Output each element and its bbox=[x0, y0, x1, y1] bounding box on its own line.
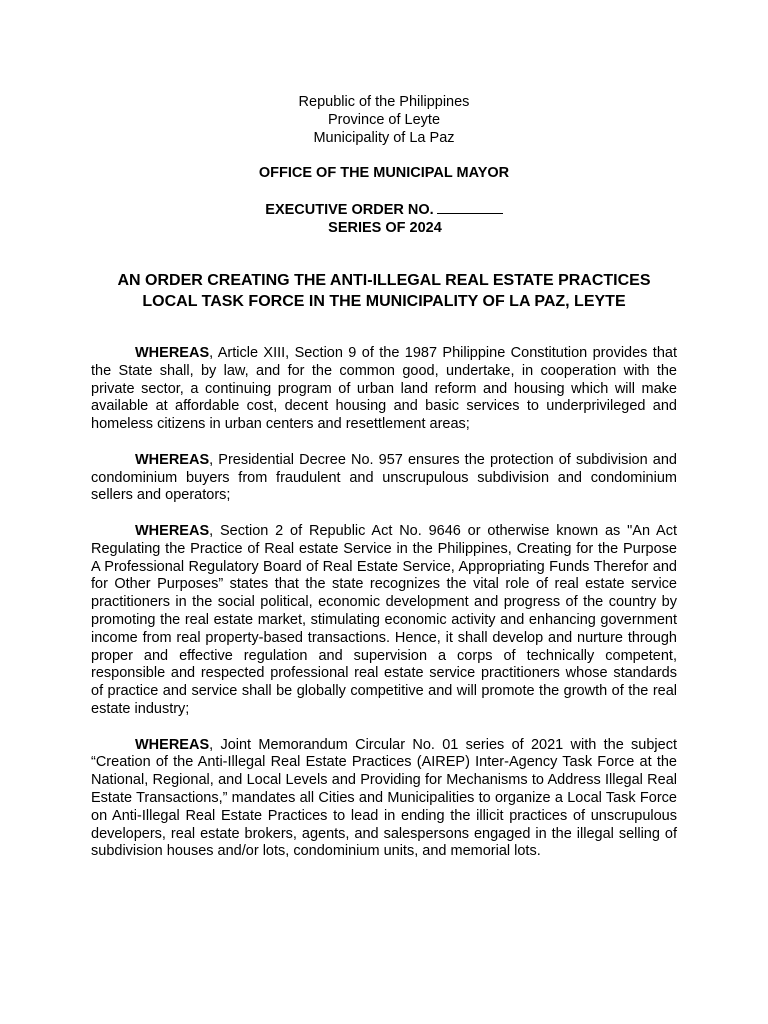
document-title bbox=[0, 270, 768, 312]
letterhead-province: Province of Leyte bbox=[327, 112, 441, 128]
letterhead bbox=[0, 93, 768, 147]
executive-order-number-label: EXECUTIVE ORDER NO. bbox=[265, 202, 434, 218]
document-title-line-2: LOCAL TASK FORCE IN THE MUNICIPALITY OF LA PAZ, LEYTE bbox=[142, 293, 626, 310]
executive-order-number-line bbox=[0, 200, 768, 219]
executive-order-series: SERIES OF 2024 bbox=[328, 220, 442, 236]
whereas-text: , Article XIII, Section 9 of the 1987 Philippine Constitution provides that the State shall, by law, and for the common good, undertake, in cooperation with the private sector, a continuing program of urban land reform and housing which will make available at affordable cost, decent housing and basic services to underprivileged and homeless citizens in urban centers and resettlement areas; bbox=[91, 345, 677, 433]
document-title-line-1: AN ORDER CREATING THE ANTI-ILLEGAL REAL ESTATE PRACTICES bbox=[117, 272, 651, 289]
whereas-paragraph-3 bbox=[91, 523, 677, 719]
whereas-paragraph-2 bbox=[91, 452, 677, 505]
whereas-lead: WHEREAS bbox=[135, 522, 210, 539]
document-body bbox=[91, 345, 677, 879]
whereas-paragraph-4 bbox=[91, 737, 677, 862]
whereas-text: , Section 2 of Republic Act No. 9646 or otherwise known as "An Act Regulating the Practice of Real estate Service in the Philippines, Creating for the Purpose A Professional Regulatory Board of Real Estate Service, Appropriating Funds Therefor and for Other Purposes” states that the state recognizes the vital role of real estate service practitioners in the social political, economic development and progress of the country by promoting the real estate market, stimulating economic activity and enhancing government income from real property-based transactions. Hence, it shall develop and nurture through proper and effective regulation and supervision a corps of technically competent, responsible and respected professional real estate service practitioners whose standards of practice and service shall be globally competitive and will promote the growth of the real estate industry; bbox=[91, 522, 677, 717]
executive-order-heading bbox=[0, 200, 768, 237]
whereas-paragraph-1 bbox=[91, 345, 677, 434]
whereas-lead: WHEREAS bbox=[135, 345, 210, 361]
letterhead-country: Republic of the Philippines bbox=[298, 94, 470, 110]
executive-order-number-blank bbox=[437, 200, 503, 214]
office-heading: OFFICE OF THE MUNICIPAL MAYOR bbox=[258, 165, 510, 181]
whereas-lead: WHEREAS bbox=[135, 451, 210, 468]
whereas-text: , Presidential Decree No. 957 ensures the protection of subdivision and condominium buyers from fraudulent and unscrupulous subdivision and condominium sellers and operators; bbox=[91, 451, 677, 504]
whereas-text: , Joint Memorandum Circular No. 01 series of 2021 with the subject “Creation of the Anti-Illegal Real Estate Practices (AIREP) Inter-Agency Task Force at the National, Regional, and Local Levels and Providing for Mechanisms to Address Illegal Real Estate Transactions,” mandates all Cities and Municipalities to organize a Local Task Force on Anti-Illegal Real Estate Practices to lead in ending the illicit practices of unscrupulous developers, real estate brokers, agents, and salespersons engaged in the illegal selling of subdivision houses and/or lots, condominium units, and memorial lots. bbox=[91, 736, 677, 860]
whereas-lead: WHEREAS bbox=[135, 736, 210, 753]
letterhead-municipality: Municipality of La Paz bbox=[313, 130, 455, 146]
